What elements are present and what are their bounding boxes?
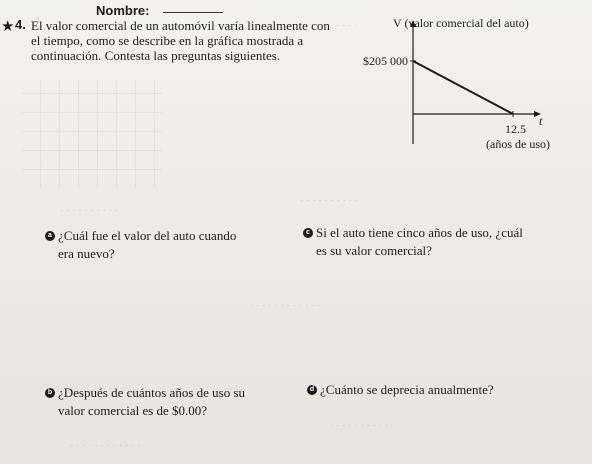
value-vs-time-graph [350,14,592,156]
x-axis-title: (años de uso) [486,137,550,151]
bleed-through-grid [22,80,162,188]
question-c-line: Si el auto tiene cinco años de uso, ¿cuál [316,225,523,240]
question-b [58,384,245,420]
problem-number: 4. [15,17,26,32]
question-d [320,381,494,399]
question-b-line: ¿Después de cuántos años de uso su [58,385,246,400]
intro-line: El valor comercial de un automóvil varía linealmente con [31,18,330,33]
x-axis-label: t [539,114,543,128]
question-d-marker: d [307,385,317,395]
y-intercept-label: $205 000 [363,54,408,68]
value-line [413,61,513,114]
bleed-through-text: · · · · · · · · · · · · [70,440,141,451]
question-c-marker: c [303,228,313,238]
intro-line: el tiempo, como se describe en la gráfica mostrada a [31,33,304,48]
question-c [316,224,523,260]
star-icon: ★ [1,17,15,35]
question-c-line: es su valor comercial? [316,243,432,258]
bleed-through-text: · · · · · · · · · · · · [250,300,321,311]
question-b-marker: b [45,388,55,398]
question-a [58,227,236,263]
name-field-line[interactable] [163,12,223,13]
question-a-marker: a [45,231,55,241]
name-label: Nombre: [96,3,150,18]
bleed-through-text: · · · · · · · · · · [330,420,389,431]
y-axis-label: V (valor comercial del auto) [393,16,529,30]
bleed-through-text: · · · · · · · · · · [300,195,359,206]
bleed-through-text: · · · · · [330,20,358,31]
x-intercept-label: 12.5 [505,122,526,136]
problem-intro [31,18,353,63]
intro-line: continuación. Contesta las preguntas siguientes. [31,48,281,63]
bleed-through-text: · · · · · · · · · · [60,205,119,216]
question-a-line: era nuevo? [58,246,115,261]
question-a-line: ¿Cuál fue el valor del auto cuando [58,228,237,243]
question-b-line: valor comercial es de $0.00? [58,403,208,418]
question-d-line: ¿Cuánto se deprecia anualmente? [320,382,494,397]
